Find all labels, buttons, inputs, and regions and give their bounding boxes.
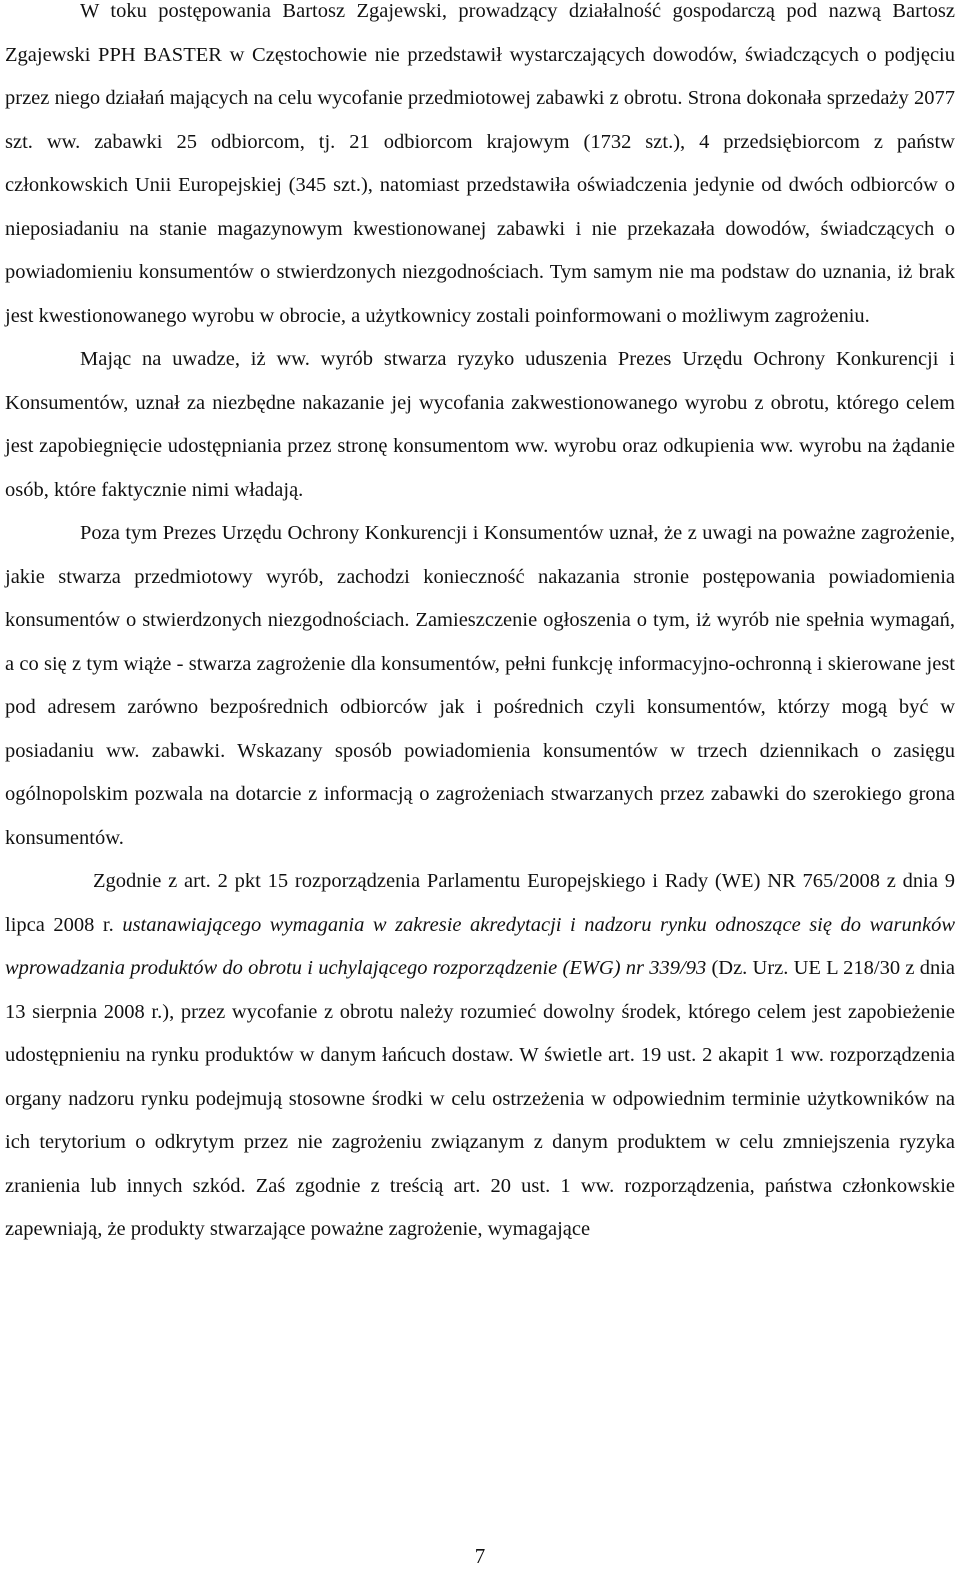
regulation-title: ustanawiającego wymagania w zakresie akredytacji i nadzoru rynku odnoszące się do warunków wprowadzania produktów do obrotu i uchylającego rozporządzenie (EWG) nr 339/93 <box>5 913 955 979</box>
paragraph-2: Mając na uwadze, iż ww. wyrób stwarza ryzyko uduszenia Prezes Urzędu Ochrony Konkurencji i Konsumentów, uznał za niezbędne nakazanie jej wycofania zakwestionowanego wyrobu z obrotu, którego celem jest zapobiegnięcie udostępniania przez stronę konsumentom ww. wyrobu oraz odkupienia ww. wyrobu na żądanie osób, które faktycznie nimi władają. <box>5 348 955 501</box>
paragraph-4-lead: Zgodnie z art. 2 pkt 15 rozporządzenia Parlamentu Europejskiego i Rady (WE) NR 765/2008 z dnia 9 lipca 2008 r. <box>5 870 955 936</box>
document-page <box>5 0 955 1252</box>
page-number: 7 <box>474 1544 486 1568</box>
paragraph-1: W toku postępowania Bartosz Zgajewski, prowadzący działalność gospodarczą pod nazwą Bartosz Zgajewski PPH BASTER w Częstochowie nie przedstawił wystarczających dowodów, świadczących o podjęciu przez niego działań mających na celu wycofanie przedmiotowej zabawki z obrotu. Strona dokonała sprzedaży 2077 szt. ww. zabawki 25 odbiorcom, tj. 21 odbiorcom krajowym (1732 szt.), 4 przedsiębiorcom z państw członkowskich Unii Europejskiej (345 szt.), natomiast przedstawiła oświadczenia jedynie od dwóch odbiorców o nieposiadaniu na stanie magazynowym kwestionowanej zabawki i nie przekazała dowodów, świadczących o powiadomieniu konsumentów o stwierdzonych niezgodnościach. Tym samym nie ma podstaw do uznania, iż brak jest kwestionowanego wyrobu w obrocie, a użytkownicy zostali poinformowani o możliwym zagrożeniu. <box>5 0 955 327</box>
paragraph-3: Poza tym Prezes Urzędu Ochrony Konkurencji i Konsumentów uznał, że z uwagi na poważne zagrożenie, jakie stwarza przedmiotowy wyrób, zachodzi konieczność nakazania stronie postępowania powiadomienia konsumentów o stwierdzonych niezgodnościach. Zamieszczenie ogłoszenia o tym, iż wyrób nie spełnia wymagań, a co się z tym wiąże - stwarza zagrożenie dla konsumentów, pełni funkcję informacyjno-ochronną i skierowane jest pod adresem zarówno bezpośrednich odbiorców jak i pośrednich czyli konsumentów, którzy mogą być w posiadaniu ww. zabawki. Wskazany sposób powiadomienia konsumentów w trzech dziennikach o zasięgu ogólnopolskim pozwala na dotarcie z informacją o zagrożeniach stwarzanych przez zabawki do szerokiego grona konsumentów. <box>5 522 955 849</box>
paragraph-4 <box>5 860 955 1252</box>
paragraph-4-rest: (Dz. Urz. UE L 218/30 z dnia 13 sierpnia 2008 r.), przez wycofanie z obrotu należy rozumieć dowolny środek, którego celem jest zapobieżenie udostępnieniu na rynku produktów w danym łańcuch dostaw. W świetle art. 19 ust. 2 akapit 1 ww. rozporządzenia organy nadzoru rynku podejmują stosowne środki w celu ostrzeżenia w odpowiednim terminie użytkowników na ich terytorium o odkrytym przez nie zagrożeniu związanym z danym produktem w celu zmniejszenia ryzyka zranienia lub innych szkód. Zaś zgodnie z treścią art. 20 ust. 1 ww. rozporządzenia, państwa członkowskie zapewniają, że produkty stwarzające poważne zagrożenie, wymagające <box>5 957 955 1240</box>
